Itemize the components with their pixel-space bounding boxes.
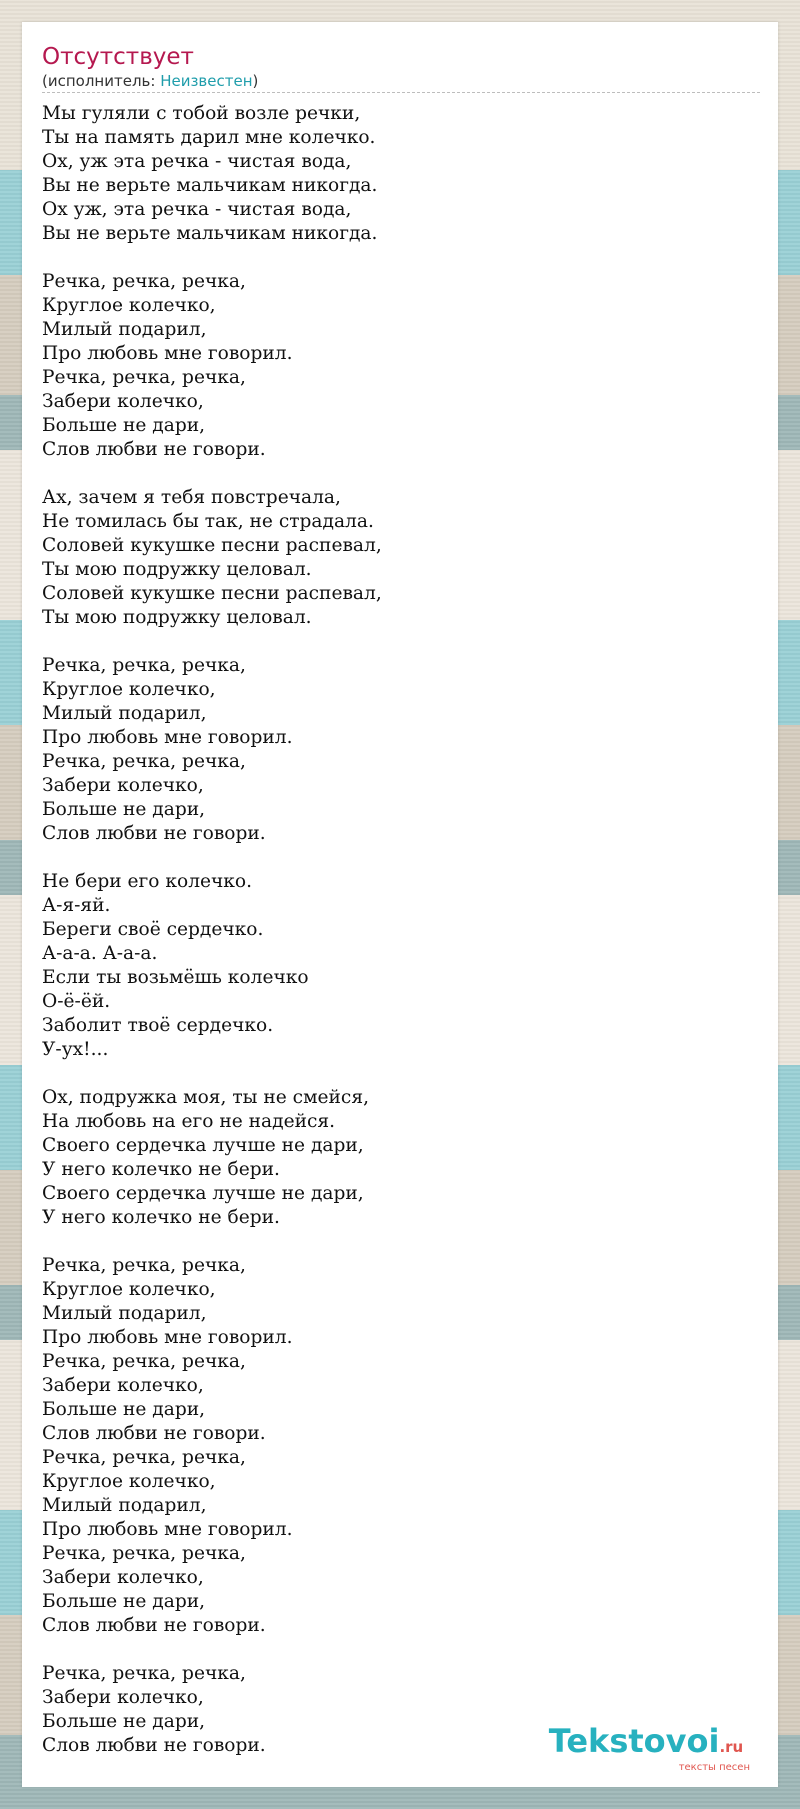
lyric-line: Милый подарил, — [42, 319, 207, 340]
lyric-line: Вы не верьте мальчикам никогда. — [42, 175, 378, 196]
lyric-line: Речка, речка, речка, — [42, 1447, 246, 1468]
lyric-line: Про любовь мне говорил. — [42, 727, 293, 748]
lyric-line: Забери колечко, — [42, 1375, 204, 1396]
lyric-line: Милый подарил, — [42, 703, 207, 724]
lyric-line: Про любовь мне говорил. — [42, 1519, 293, 1540]
lyric-line: Мы гуляли с тобой возле речки, — [42, 103, 361, 124]
site-logo[interactable] — [536, 1724, 756, 1773]
lyric-line: Милый подарил, — [42, 1303, 207, 1324]
lyric-line: Слов любви не говори. — [42, 823, 266, 844]
logo-tld: .ru — [719, 1738, 744, 1756]
lyric-line: Ох уж, эта речка - чистая вода, — [42, 199, 352, 220]
lyric-line: Слов любви не говори. — [42, 1735, 266, 1756]
lyric-line: Забери колечко, — [42, 1567, 204, 1588]
lyric-line: На любовь на его не надейся. — [42, 1111, 336, 1132]
stanza-break — [42, 1062, 382, 1086]
lyric-line: Больше не дари, — [42, 1591, 206, 1612]
logo-wordmark — [536, 1724, 756, 1764]
lyric-line: Соловей кукушке песни распевал, — [42, 535, 382, 556]
stanza-break — [42, 846, 382, 870]
lyric-line: А-я-яй. — [42, 895, 111, 916]
lyric-line: Речка, речка, речка, — [42, 655, 246, 676]
logo-tagline: тексты песен — [678, 1762, 750, 1773]
logo-name: Tekstovoi — [548, 1722, 720, 1760]
lyric-line: Своего сердечка лучше не дари, — [42, 1183, 364, 1204]
lyric-line: Своего сердечка лучше не дари, — [42, 1135, 364, 1156]
artist-line — [42, 71, 760, 93]
lyric-line: Круглое колечко, — [42, 1471, 216, 1492]
lyric-line: У него колечко не бери. — [42, 1159, 280, 1180]
lyric-line: Речка, речка, речка, — [42, 271, 246, 292]
stanza-break — [42, 630, 382, 654]
lyric-line: О-ё-ёй. — [42, 991, 111, 1012]
song-title: Отсутствует — [42, 44, 194, 70]
lyric-line: Речка, речка, речка, — [42, 1255, 246, 1276]
lyric-line: Слов любви не говори. — [42, 1615, 266, 1636]
stanza-break — [42, 1230, 382, 1254]
artist-suffix: ) — [252, 72, 259, 90]
lyric-line: Не томилась бы так, не страдала. — [42, 511, 374, 532]
lyric-line: Ты на память дарил мне колечко. — [42, 127, 376, 148]
lyric-line: Речка, речка, речка, — [42, 1663, 246, 1684]
lyric-line: Забери колечко, — [42, 775, 204, 796]
artist-prefix: (исполнитель: — [42, 72, 161, 90]
lyric-line: Больше не дари, — [42, 415, 206, 436]
lyrics-card — [22, 22, 778, 1787]
stanza-break — [42, 462, 382, 486]
artist-link[interactable]: Неизвестен — [160, 72, 253, 90]
lyrics-text — [42, 102, 382, 1758]
lyric-line: У-ух!... — [42, 1039, 109, 1060]
lyric-line: Ох, подружка моя, ты не смейся, — [42, 1087, 369, 1108]
lyric-line: Слов любви не говори. — [42, 1423, 266, 1444]
lyric-line: Круглое колечко, — [42, 679, 216, 700]
lyric-line: Забери колечко, — [42, 391, 204, 412]
lyric-line: Береги своё сердечко. — [42, 919, 264, 940]
lyric-line: Милый подарил, — [42, 1495, 207, 1516]
lyric-line: Больше не дари, — [42, 1399, 206, 1420]
lyric-line: Речка, речка, речка, — [42, 751, 246, 772]
lyric-line: Ты мою подружку целовал. — [42, 559, 312, 580]
lyric-line: Забери колечко, — [42, 1687, 204, 1708]
lyric-line: Ты мою подружку целовал. — [42, 607, 312, 628]
lyric-line: Круглое колечко, — [42, 295, 216, 316]
stanza-break — [42, 246, 382, 270]
lyric-line: Про любовь мне говорил. — [42, 343, 293, 364]
lyric-line: Не бери его колечко. — [42, 871, 253, 892]
lyric-line: Соловей кукушке песни распевал, — [42, 583, 382, 604]
lyric-line: Ах, зачем я тебя повстречала, — [42, 487, 341, 508]
lyric-line: Ох, уж эта речка - чистая вода, — [42, 151, 352, 172]
lyric-line: Вы не верьте мальчикам никогда. — [42, 223, 378, 244]
lyric-line: А-а-а. А-а-а. — [42, 943, 158, 964]
lyric-line: Больше не дари, — [42, 799, 206, 820]
stanza-break — [42, 1638, 382, 1662]
lyric-line: Речка, речка, речка, — [42, 367, 246, 388]
lyric-line: Слов любви не говори. — [42, 439, 266, 460]
lyric-line: У него колечко не бери. — [42, 1207, 280, 1228]
lyric-line: Больше не дари, — [42, 1711, 206, 1732]
lyric-line: Если ты возьмёшь колечко — [42, 967, 309, 988]
lyric-line: Заболит твоё сердечко. — [42, 1015, 274, 1036]
lyric-line: Про любовь мне говорил. — [42, 1327, 293, 1348]
lyric-line: Речка, речка, речка, — [42, 1351, 246, 1372]
lyric-line: Круглое колечко, — [42, 1279, 216, 1300]
lyric-line: Речка, речка, речка, — [42, 1543, 246, 1564]
